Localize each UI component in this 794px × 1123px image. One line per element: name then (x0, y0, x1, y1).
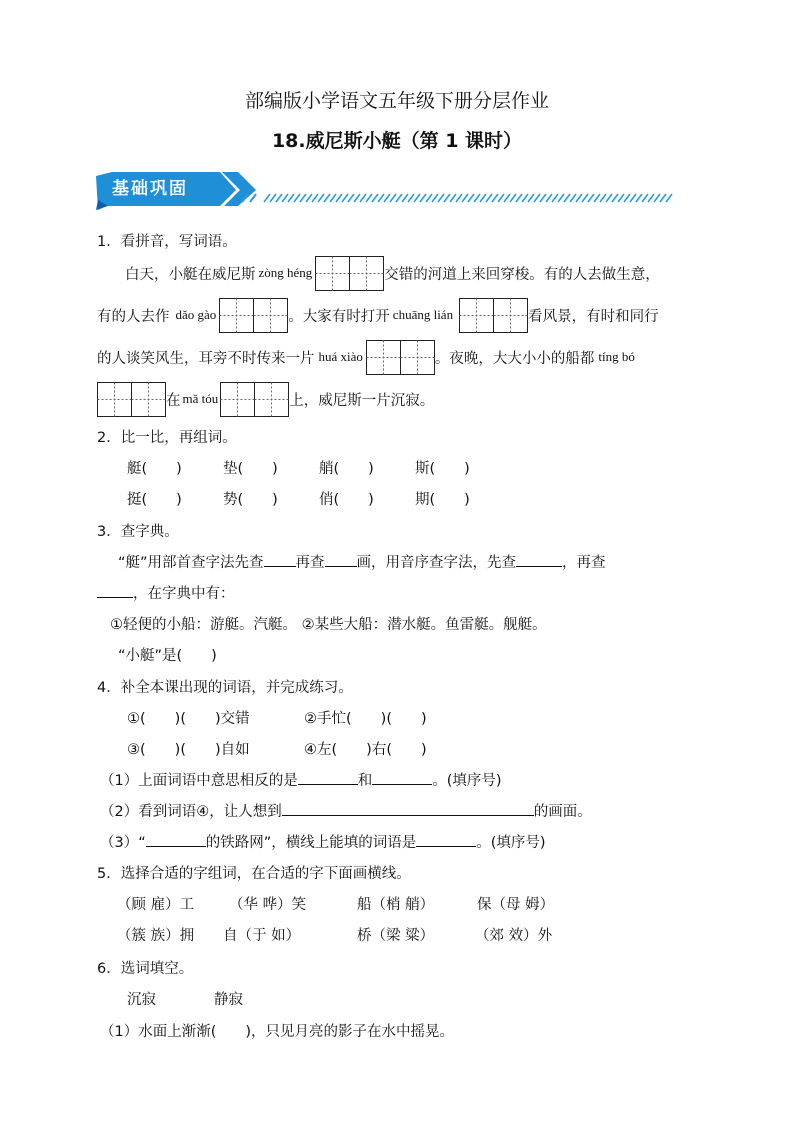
banner-stripe (552, 194, 558, 202)
banner-stripe (492, 194, 498, 202)
banner-stripe (624, 194, 630, 202)
banner-stripe (456, 194, 462, 202)
q1-text: 在 (166, 392, 181, 409)
banner-stripe (294, 194, 300, 202)
q3-text: 画，用音序查字法，先查 (356, 555, 517, 571)
q6-word-bank (127, 988, 243, 1009)
banner-stripe (432, 194, 438, 202)
section-banner-label: 基础巩固 (112, 179, 188, 199)
banner-stripe (426, 194, 432, 202)
banner-stripe (582, 194, 588, 202)
q1-text: 有的人去作 (97, 308, 170, 325)
q5-item[interactable]: 自（于 如） (223, 928, 301, 944)
banner-stripe (540, 194, 546, 202)
question-1-title: 1．看拼音，写词语。 (97, 234, 237, 250)
q2-item[interactable]: 期( ) (415, 492, 470, 508)
tianzige-box[interactable] (366, 340, 435, 375)
banner-stripe (600, 194, 606, 202)
banner-stripe (576, 194, 582, 202)
banner-stripe (450, 194, 456, 202)
banner-stripe (372, 194, 378, 202)
banner-stripe (654, 194, 660, 202)
answer-blank[interactable] (264, 552, 296, 567)
answer-blank[interactable] (416, 832, 476, 847)
q4-text: （1）上面词语中意思相反的是 (100, 773, 298, 789)
q3-text: 再查 (295, 555, 325, 571)
q1-text: 。夜晚，大大小小的船都 (434, 350, 595, 367)
q1-text: 白天，小艇在威尼斯 (125, 266, 256, 283)
banner-stripe (588, 194, 594, 202)
q2-item[interactable]: 垫( ) (223, 461, 278, 477)
question-2-title: 2．比一比，再组词。 (97, 430, 237, 446)
banner-stripe (570, 194, 576, 202)
banner-stripe (516, 194, 522, 202)
banner-stripe (462, 194, 468, 202)
banner-stripe (666, 194, 672, 202)
q1-text: 交错的河道上来回穿梭。有的人去做生意， (384, 266, 660, 283)
q4-text: 。(填序号) (476, 835, 546, 851)
banner-stripe (390, 194, 396, 202)
q4-item[interactable]: ③( )( )自如 (127, 742, 250, 758)
q5-item[interactable]: （华 哗）笑 (229, 897, 307, 913)
q5-item[interactable]: 船（梢 艄） (357, 897, 435, 913)
answer-blank[interactable] (516, 552, 562, 567)
banner-stripe (642, 194, 648, 202)
banner-stripe (444, 194, 450, 202)
q4-text: 和 (357, 773, 373, 789)
q5-item[interactable]: （簇 族）拥 (117, 928, 195, 944)
banner-stripe (660, 194, 666, 202)
tianzige-box[interactable] (97, 382, 166, 417)
q4-text: （3）“ (100, 835, 146, 851)
tianzige-box[interactable] (315, 256, 384, 291)
q4-text: 的画面。 (533, 804, 592, 820)
pinyin: mǎ tóu (182, 391, 219, 406)
q4-text: 。(填序号) (432, 773, 502, 789)
banner-stripe (354, 194, 360, 202)
q1-line-2 (97, 297, 659, 333)
q2-item[interactable]: 挺( ) (127, 492, 182, 508)
answer-blank[interactable] (146, 832, 206, 847)
question-5-title: 5．选择合适的字组词，在合适的字下面画横线。 (97, 866, 411, 882)
q1-text: 上，威尼斯一片沉寂。 (289, 392, 435, 409)
q1-line-4 (97, 381, 434, 417)
banner-stripe (264, 194, 270, 202)
banner-stripe (486, 194, 492, 202)
q6-sub-1[interactable]: （1）水面上渐渐( )，只见月亮的影子在水中摇晃。 (100, 1024, 455, 1040)
q4-item[interactable]: ①( )( )交错 (127, 711, 250, 727)
banner-stripe (420, 194, 426, 202)
q3-line-2 (97, 582, 235, 603)
banner-stripe (402, 194, 408, 202)
q3-line-1 (118, 551, 606, 572)
banner-stripe (528, 194, 534, 202)
pinyin: chuāng lián (392, 307, 454, 322)
banner-stripe (282, 194, 288, 202)
banner-stripe (438, 194, 444, 202)
q3-definitions: ①轻便的小船：游艇。汽艇。 ②某些大船：潜水艇。鱼雷艇。舰艇。 (110, 617, 547, 633)
word-option: 沉寂 (127, 992, 156, 1008)
q3-answer[interactable]: “小艇”是( ) (118, 648, 217, 664)
q5-row-1 (117, 893, 554, 914)
q5-item[interactable]: 保（母 姆） (477, 897, 555, 913)
banner-stripe (378, 194, 384, 202)
word-option: 静寂 (214, 992, 243, 1008)
q5-item[interactable]: （顾 雇）工 (117, 897, 195, 913)
banner-stripe (612, 194, 618, 202)
q4-row-1 (127, 707, 427, 728)
tianzige-box[interactable] (219, 298, 288, 333)
banner-stripe (546, 194, 552, 202)
q1-text: 看风景，有时和同行 (528, 308, 659, 325)
q4-sub-3 (100, 831, 546, 852)
answer-blank[interactable] (298, 770, 358, 785)
question-4-title: 4．补全本课出现的词语，并完成练习。 (97, 680, 353, 696)
banner-stripe (270, 194, 276, 202)
banner-stripe (324, 194, 330, 202)
banner-stripe (300, 194, 306, 202)
q2-item[interactable]: 俏( ) (319, 492, 374, 508)
banner-stripe (630, 194, 636, 202)
banner-stripe (606, 194, 612, 202)
q4-sub-2 (100, 800, 592, 821)
q2-item[interactable]: 斯( ) (415, 461, 470, 477)
q4-sub-1 (100, 769, 502, 790)
q4-item[interactable]: ②手忙( )( ) (304, 711, 427, 727)
banner-stripe (534, 194, 540, 202)
q3-text: ，在字典中有： (133, 586, 235, 602)
banner-stripe (636, 194, 642, 202)
banner-stripe (504, 194, 510, 202)
answer-blank[interactable] (97, 583, 133, 598)
answer-blank[interactable] (372, 770, 432, 785)
banner-stripe (408, 194, 414, 202)
q4-text: 的铁路网”，横线上能填的词语是 (205, 835, 417, 851)
banner-stripe (318, 194, 324, 202)
banner-stripe (384, 194, 390, 202)
banner-stripe (522, 194, 528, 202)
q3-text: ，再查 (562, 555, 606, 571)
banner-stripe (366, 194, 372, 202)
lesson-title: 18.威尼斯小艇（第 1 课时） (271, 130, 523, 152)
question-3-title: 3．查字典。 (97, 524, 179, 540)
banner-stripe (276, 194, 282, 202)
banner-stripe (342, 194, 348, 202)
banner-stripe (288, 194, 294, 202)
q4-row-2 (127, 738, 427, 759)
q2-row-1 (127, 457, 511, 478)
banner-stripe (510, 194, 516, 202)
pinyin: huá xiào (318, 349, 363, 364)
q1-line-3 (97, 339, 635, 375)
pinyin: zòng héng (258, 265, 313, 280)
banner-stripe (306, 194, 312, 202)
banner-stripe (414, 194, 420, 202)
banner-stripe (594, 194, 600, 202)
banner-stripe (498, 194, 504, 202)
banner-stripe (336, 194, 342, 202)
banner-stripe (564, 194, 570, 202)
banner-stripe (312, 194, 318, 202)
q2-item[interactable]: 势( ) (223, 492, 278, 508)
answer-blank[interactable] (325, 552, 357, 567)
question-6-title: 6．选词填空。 (97, 961, 194, 977)
answer-blank[interactable] (282, 801, 534, 816)
banner-stripe (396, 194, 402, 202)
q3-text: “艇”用部首查字法先查 (118, 555, 264, 571)
pinyin: dǎo gào (175, 307, 217, 322)
banner-stripe (360, 194, 366, 202)
banner-stripe (330, 194, 336, 202)
q2-item[interactable]: 艇( ) (127, 461, 182, 477)
q1-text: 的人谈笑风生，耳旁不时传来一片 (97, 350, 315, 367)
tianzige-box[interactable] (459, 298, 528, 333)
page-title: 部编版小学语文五年级下册分层作业 (244, 90, 549, 112)
q5-item[interactable]: 桥（梁 粱） (357, 928, 435, 944)
q1-text: 。大家有时打开 (288, 308, 390, 325)
q2-item[interactable]: 艄( ) (319, 461, 374, 477)
banner-stripe (558, 194, 564, 202)
q4-text: （2）看到词语④，让人想到 (100, 804, 282, 820)
banner-stripe (648, 194, 654, 202)
q1-line-1 (125, 255, 660, 291)
tianzige-box[interactable] (220, 382, 289, 417)
banner-stripe (468, 194, 474, 202)
q5-item[interactable]: （郊 效）外 (475, 928, 553, 944)
q5-row-2 (117, 924, 552, 945)
q2-row-2 (127, 488, 511, 509)
q4-item[interactable]: ④左( )右( ) (304, 742, 427, 758)
banner-stripe (618, 194, 624, 202)
banner-stripe (480, 194, 486, 202)
banner-stripe (348, 194, 354, 202)
banner-stripe (474, 194, 480, 202)
pinyin: tíng bó (598, 349, 635, 364)
